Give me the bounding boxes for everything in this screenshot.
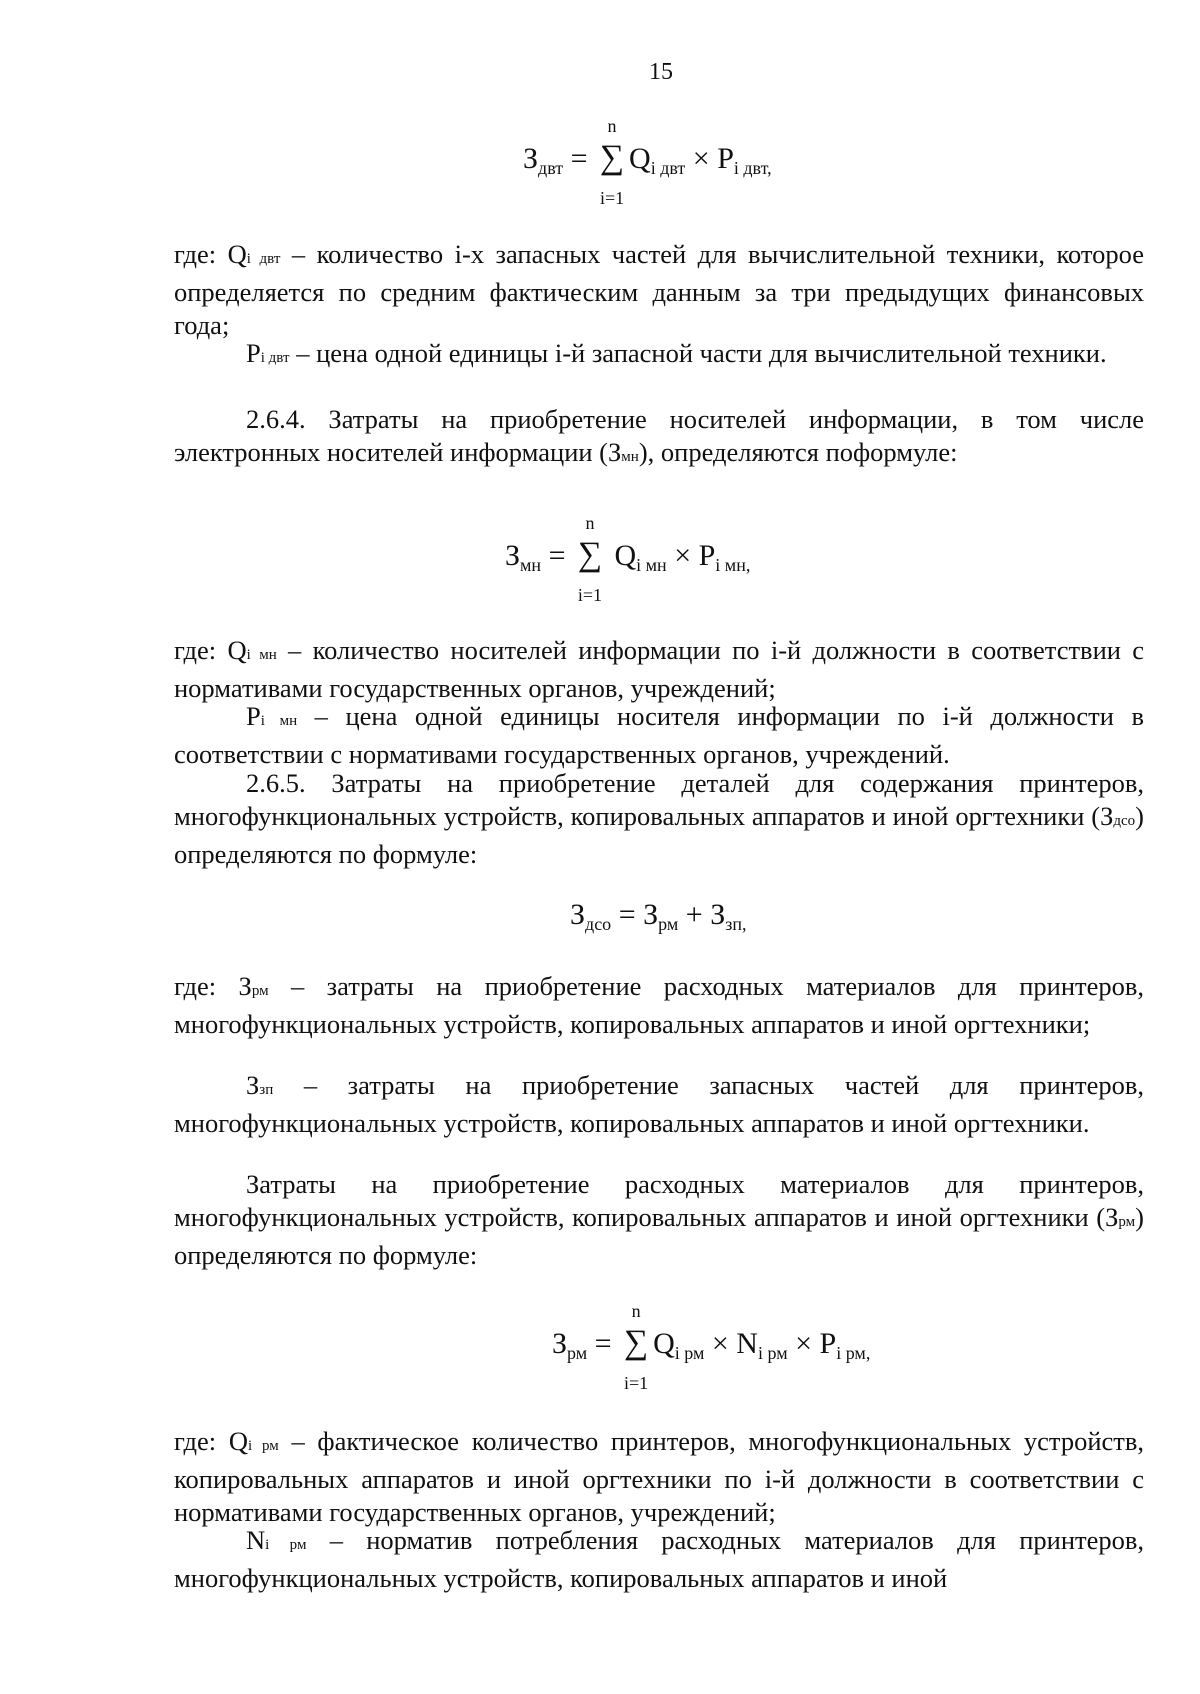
text-lead: где: Q (174, 635, 247, 665)
formula-dvt-p: P (717, 142, 734, 175)
sum-lower-limit: i=1 (577, 585, 603, 605)
formula-rm-q: Q (653, 1327, 675, 1360)
formula-mn-lhs-sub: мн (520, 555, 542, 575)
text-body: – затраты на приобретение запасных частей для принтеров, многофункциональных устройств, копировальных аппаратов и иной оргтехники. (174, 1070, 1144, 1138)
formula-dso-b: З (710, 898, 726, 931)
paragraph-rm-intro (174, 1168, 1144, 1272)
page-number: 15 (649, 59, 673, 85)
formula-mn-lhs: З (505, 539, 521, 572)
formula-mn-q-sub: i мн (636, 555, 667, 575)
formula-dso-a: З (643, 898, 659, 931)
text-sub: мн (621, 449, 639, 465)
formula-mn-eq: = (541, 539, 573, 572)
formula-dvt-lhs: З (523, 142, 539, 175)
text-sub: i мн (246, 647, 277, 663)
formula-rm-eq: = (587, 1327, 620, 1360)
formula-rm-n: N (736, 1327, 758, 1360)
formula-dvt (523, 116, 772, 208)
text-sub: зп (259, 1082, 274, 1098)
text-body: – количество носителей информации по i-й должности в соответствии с нормативами государственных органов, учреждений; (174, 635, 1144, 703)
formula-rm-n-sub: i рм (757, 1343, 788, 1363)
formula-mn-p: P (698, 539, 716, 572)
formula-rm-q-sub: i рм (674, 1343, 705, 1363)
formula-dso-lhs-sub: дсо (585, 914, 612, 934)
text-end: ), определяются поформуле: (638, 437, 958, 467)
paragraph-ni-rm (174, 1524, 1144, 1595)
paragraph-pi-mn (174, 700, 1144, 771)
paragraph-2-6-5 (174, 767, 1144, 871)
text-lead: P (246, 701, 261, 731)
text-sub: i рм (248, 1438, 279, 1454)
text-sub: рм (251, 983, 269, 999)
text-body: Затраты на приобретение расходных материалов для принтеров, многофункциональных устройств, копировальных аппаратов и иной оргтехники (З (174, 1169, 1144, 1232)
text-sub: i рм (265, 1537, 307, 1553)
sigma-sum (575, 513, 605, 605)
formula-rm (552, 1301, 871, 1393)
formula-mn-p-sub: i мн, (715, 555, 751, 575)
sum-upper-limit: n (585, 513, 595, 533)
sum-lower-limit: i=1 (624, 1373, 649, 1393)
text-lead: где: Q (174, 239, 247, 269)
formula-dso-plus: + (678, 898, 711, 931)
formula-dso-a-sub: рм (658, 914, 679, 934)
text-body: – цена одной единицы носителя информации по i-й должности в соответствии с нормативами государственных органов, учреждений. (174, 701, 1145, 769)
sum-upper-limit: n (607, 116, 617, 136)
formula-rm-lhs: З (552, 1327, 568, 1360)
formula-rm-p-sub: i рм, (836, 1343, 871, 1363)
sigma-icon: ∑ (577, 536, 603, 573)
formula-dvt-times: × (685, 142, 718, 175)
text-end: ) определяются по формуле: (174, 801, 1144, 869)
text-body: – норматив потребления расходных материалов для принтеров, многофункциональных устройств, копировальных аппаратов и иной (174, 1525, 1144, 1593)
formula-dvt-p-sub: i двт, (733, 158, 772, 178)
formula-dvt-eq: = (563, 142, 596, 175)
text-lead: P (246, 338, 261, 368)
sum-lower-limit: i=1 (599, 188, 625, 208)
text-body: – цена одной единицы i-й запасной части для вычислительной техники. (289, 338, 1107, 368)
sum-upper-limit: n (631, 1301, 641, 1321)
paragraph-qi-rm (174, 1425, 1144, 1529)
formula-dso-eq: = (611, 898, 644, 931)
formula-mn-times: × (666, 539, 699, 572)
formula-dvt-q-sub: i двт (650, 158, 686, 178)
paragraph-qi-dvt (174, 238, 1144, 342)
text-body: 2.6.4. Затраты на приобретение носителей информации, в том числе электронных носителей информации (З (174, 404, 1144, 467)
paragraph-z-rm (174, 970, 1144, 1041)
text-sub: i двт (246, 251, 281, 267)
text-body: 2.6.5. Затраты на приобретение деталей для содержания принтеров, многофункциональных устройств, копировальных аппаратов и иной оргтехники (З (174, 768, 1144, 831)
formula-dso-lhs: З (570, 898, 586, 931)
text-end: ) определяются по формуле: (174, 1202, 1144, 1270)
text-body: – затраты на приобретение расходных материалов для принтеров, многофункциональных устройств, копировальных аппаратов и иной оргтехники; (174, 971, 1144, 1039)
paragraph-z-zp (174, 1069, 1144, 1140)
text-lead: N (246, 1525, 266, 1555)
formula-rm-times2: × (787, 1327, 820, 1360)
formula-rm-times1: × (704, 1327, 737, 1360)
formula-dso (570, 897, 746, 936)
text-lead: где: Q (174, 1426, 248, 1456)
sigma-sum (597, 116, 627, 208)
formula-mn-q: Q (614, 539, 637, 572)
formula-dvt-lhs-sub: двт (538, 158, 564, 178)
text-sub: рм (1118, 1214, 1136, 1230)
text-body: – фактическое количество принтеров, многофункциональных устройств, копировальных аппаратов и иной оргтехники по i-й должности в соответствии с нормативами государственных органов, учреждений; (174, 1426, 1144, 1527)
paragraph-2-6-4 (174, 403, 1144, 474)
text-lead: З (246, 1070, 260, 1100)
formula-dvt-q: Q (629, 142, 651, 175)
sigma-icon: ∑ (599, 139, 625, 176)
formula-dso-b-sub: зп, (725, 914, 747, 934)
text-lead: где: З (174, 971, 252, 1001)
text-sub: дсо (1113, 813, 1136, 829)
text-sub: i мн (260, 713, 298, 729)
formula-rm-lhs-sub: рм (567, 1343, 588, 1363)
sigma-sum (621, 1301, 651, 1393)
formula-mn (505, 513, 751, 605)
formula-rm-p: P (819, 1327, 837, 1360)
text-body: – количество i-х запасных частей для вычислительной техники, которое определяется по средним фактическим данным за три предыдущих финансовых года; (174, 239, 1144, 340)
paragraph-qi-mn (174, 634, 1144, 705)
sigma-icon: ∑ (623, 1324, 649, 1361)
paragraph-pi-dvt (174, 337, 1144, 375)
text-sub: i двт (260, 350, 290, 366)
